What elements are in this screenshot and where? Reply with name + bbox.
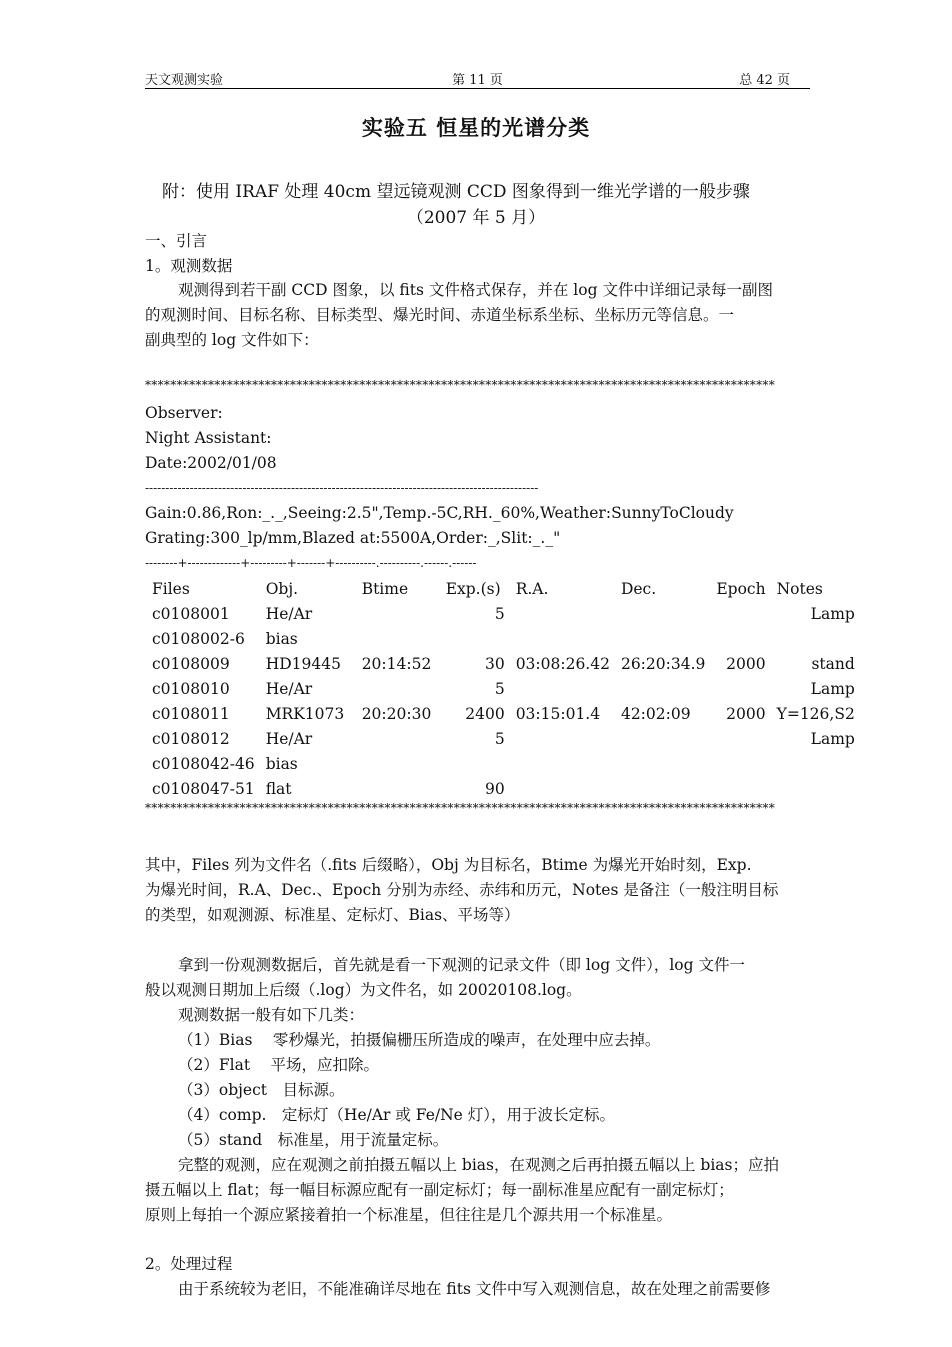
- log-cell-files: c0108011: [152, 704, 230, 723]
- log-cell-epoch: [709, 726, 769, 751]
- paragraph-line: 观测数据一般有如下几类：: [178, 1006, 365, 1024]
- log-cell-object: He/Ar: [265, 679, 313, 698]
- paragraph-line: 原则上每拍一个源应紧接着拍一个标准星，但往往是几个源共用一个标准星。: [145, 1206, 673, 1224]
- log-table-row: [145, 626, 859, 651]
- subtitle-line-1: 附：使用 IRAF 处理 40cm 望远镜观测 CCD 图象得到一维光学谱的一般步骤: [162, 182, 750, 202]
- header-page-number: 第 11 页: [452, 73, 503, 88]
- log-cell-dec: [614, 751, 709, 776]
- log-cell-notes: [770, 751, 859, 776]
- log-cell-dec: [614, 726, 709, 751]
- log-cell-ra: [509, 776, 614, 801]
- log-cell-btime: [355, 726, 439, 751]
- log-cell-dec: 42:02:09: [620, 704, 691, 723]
- subtitle-line-2: （2007 年 5 月）: [406, 208, 546, 228]
- item-heading-processing: 2。处理过程: [145, 1255, 233, 1273]
- log-cell-btime: 20:14:52: [361, 654, 432, 673]
- data-type-bias: （1）Bias 零秒爆光，拍摄偏栅压所造成的噪声，在处理中应去掉。: [178, 1031, 661, 1049]
- log-night-assistant: Night Assistant:: [145, 429, 272, 447]
- log-observer: Observer:: [145, 404, 223, 422]
- log-header-exposure: Exp.(s): [445, 579, 501, 598]
- log-gain-line: Gain:0.86,Ron:_._,Seeing:2.5",Temp.-5C,RH._60%,Weather:SunnyToCloudy: [145, 504, 734, 522]
- log-cell-ra: [509, 601, 614, 626]
- paragraph-line: 般以观测日期加上后缀（.log）为文件名，如 20020108.log。: [145, 981, 582, 999]
- log-cell-ra: 03:08:26.42: [515, 654, 610, 673]
- log-cell-epoch: [709, 626, 769, 651]
- paragraph-line: 摄五幅以上 flat；每一幅目标源应配有一副定标灯；每一副标准星应配有一副定标灯；: [145, 1181, 734, 1199]
- log-table-row: [145, 726, 859, 751]
- log-cell-files: c0108047-51: [152, 779, 255, 798]
- paragraph-line: 其中，Files 列为文件名（.fits 后缀略），Obj 为目标名，Btime 为爆光开始时刻，Exp.: [145, 856, 752, 874]
- log-cell-exposure: 5: [494, 729, 505, 748]
- paragraph-line: 观测得到若干副 CCD 图象，以 fits 文件格式保存，并在 log 文件中详细记录每一副图: [178, 281, 773, 299]
- log-cell-dec: [614, 626, 709, 651]
- log-cell-epoch: 2000: [726, 704, 766, 723]
- log-header-object: Obj.: [265, 579, 299, 598]
- log-cell-exposure: 90: [484, 779, 505, 798]
- log-table-separator: --------+-------------+---------+-------+----------.----------.------.------: [145, 556, 477, 570]
- log-header-dec: Dec.: [620, 579, 657, 598]
- paragraph-line: 的观测时间、目标名称、目标类型、爆光时间、赤道坐标系坐标、坐标历元等信息。一: [145, 306, 735, 324]
- log-cell-dec: 26:20:34.9: [620, 654, 706, 673]
- log-cell-files: c0108010: [152, 679, 230, 698]
- log-cell-exposure: 2400: [465, 704, 505, 723]
- log-table-body: [145, 576, 859, 801]
- log-cell-files: c0108001: [152, 604, 230, 623]
- page-title: 实验五 恒星的光谱分类: [361, 116, 591, 140]
- log-separator-stars-top: ****************************************************************************************************: [145, 378, 775, 392]
- log-cell-notes: stand: [811, 654, 855, 673]
- log-header-notes: Notes: [776, 579, 823, 598]
- paragraph-line: 完整的观测，应在观测之前拍摄五幅以上 bias，在观测之后再拍摄五幅以上 bias；应拍: [178, 1156, 780, 1174]
- log-cell-object: He/Ar: [265, 729, 313, 748]
- paragraph-line: 由于系统较为老旧，不能准确详尽地在 fits 文件中写入观测信息，故在处理之前需要修: [178, 1280, 771, 1298]
- log-separator-dashes: -------------------------------------------------------------------------------------------------: [145, 481, 539, 495]
- log-cell-object: MRK1073: [265, 704, 345, 723]
- paragraph-line: 拿到一份观测数据后，首先就是看一下观测的记录文件（即 log 文件），log 文件一: [178, 956, 745, 974]
- log-cell-object: bias: [265, 754, 298, 773]
- log-cell-files: c0108009: [152, 654, 230, 673]
- log-table-row: [145, 601, 859, 626]
- section-heading-intro: 一、引言: [145, 232, 208, 250]
- log-cell-btime: [355, 676, 439, 701]
- data-type-object: （3）object 目标源。: [178, 1081, 345, 1099]
- log-cell-btime: [355, 601, 439, 626]
- log-cell-btime: 20:20:30: [361, 704, 432, 723]
- log-cell-exposure: 5: [494, 604, 505, 623]
- log-cell-object: bias: [265, 629, 298, 648]
- log-cell-dec: [614, 676, 709, 701]
- paragraph-line: 为爆光时间，R.A、Dec.、Epoch 分别为赤经、赤纬和历元，Notes 是备注（一般注明目标: [145, 881, 779, 899]
- header-course: 天文观测实验: [145, 73, 224, 88]
- data-type-flat: （2）Flat 平场，应扣除。: [178, 1056, 379, 1074]
- log-cell-object: flat: [265, 779, 292, 798]
- header-total-pages: 总 42 页: [739, 73, 790, 88]
- log-cell-epoch: 2000: [726, 654, 766, 673]
- log-cell-exposure: 30: [484, 654, 505, 673]
- log-cell-object: HD19445: [265, 654, 341, 673]
- log-cell-exposure: [439, 626, 509, 651]
- log-header-files: Files: [152, 579, 190, 598]
- log-cell-ra: [509, 626, 614, 651]
- log-cell-files: c0108012: [152, 729, 230, 748]
- log-table: [145, 576, 859, 801]
- log-cell-ra: [509, 751, 614, 776]
- data-type-comp: （4）comp. 定标灯（He/Ar 或 Fe/Ne 灯），用于波长定标。: [178, 1106, 616, 1124]
- log-cell-epoch: [709, 751, 769, 776]
- log-cell-object: He/Ar: [265, 604, 313, 623]
- log-cell-notes: [770, 626, 859, 651]
- log-cell-notes: Lamp: [810, 729, 855, 748]
- log-table-row: [145, 751, 859, 776]
- log-cell-files: c0108002-6: [152, 629, 245, 648]
- log-grating-line: Grating:300_lp/mm,Blazed at:5500A,Order:_,Slit:_._": [145, 529, 561, 547]
- data-type-stand: （5）stand 标准星，用于流量定标。: [178, 1131, 449, 1149]
- log-header-epoch: Epoch: [716, 579, 766, 598]
- log-cell-notes: Y=126,S2: [776, 704, 855, 723]
- log-cell-notes: [770, 776, 859, 801]
- log-table-row: [145, 651, 859, 676]
- log-cell-exposure: [439, 751, 509, 776]
- paragraph-line: 副典型的 log 文件如下：: [145, 331, 319, 349]
- log-cell-ra: [509, 726, 614, 751]
- log-cell-btime: [355, 776, 439, 801]
- paragraph-line: 的类型，如观测源、标准星、定标灯、Bias、平场等）: [145, 906, 520, 924]
- log-header-btime: Btime: [361, 579, 409, 598]
- log-cell-epoch: [709, 676, 769, 701]
- log-cell-btime: [355, 751, 439, 776]
- log-header-ra: R.A.: [515, 579, 549, 598]
- log-date: Date:2002/01/08: [145, 454, 277, 472]
- log-cell-dec: [614, 776, 709, 801]
- page-header: [145, 68, 810, 89]
- log-cell-epoch: [709, 601, 769, 626]
- log-cell-notes: Lamp: [810, 679, 855, 698]
- log-cell-ra: [509, 676, 614, 701]
- log-cell-btime: [355, 626, 439, 651]
- item-heading-observation-data: 1。观测数据: [145, 257, 233, 275]
- log-cell-ra: 03:15:01.4: [515, 704, 601, 723]
- log-table-header-row: [145, 576, 859, 601]
- log-table-row: [145, 676, 859, 701]
- log-cell-epoch: [709, 776, 769, 801]
- log-separator-stars-bottom: ****************************************************************************************************: [145, 801, 775, 815]
- log-table-row: [145, 776, 859, 801]
- log-cell-dec: [614, 601, 709, 626]
- log-cell-exposure: 5: [494, 679, 505, 698]
- log-cell-notes: Lamp: [810, 604, 855, 623]
- log-table-row: [145, 701, 859, 726]
- log-cell-files: c0108042-46: [152, 754, 255, 773]
